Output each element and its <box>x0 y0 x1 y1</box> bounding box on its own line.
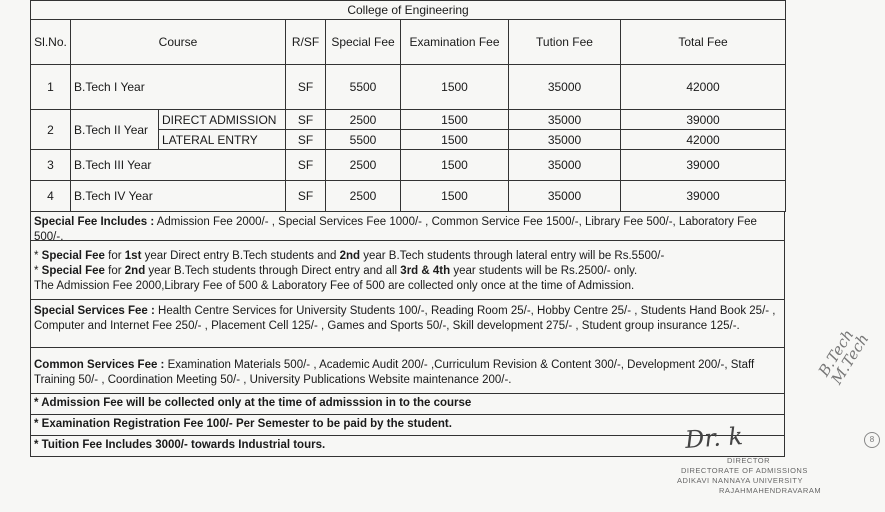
common-services-note <box>30 348 785 394</box>
row-course: B.Tech III Year <box>71 150 286 181</box>
text: 2nd <box>124 265 146 277</box>
text: year B.Tech students through Direct entry and all <box>145 265 401 277</box>
header-special-fee: Special Fee <box>326 20 401 65</box>
row-tution-fee: 35000 <box>509 110 621 130</box>
row-rsf: SF <box>286 181 326 212</box>
text: for <box>104 265 125 277</box>
row-total-fee: 39000 <box>621 150 786 181</box>
fee-table <box>30 0 786 212</box>
header-course: Course <box>71 20 286 65</box>
text: 1st <box>124 250 142 262</box>
text: year Direct entry B.Tech students and <box>141 250 340 262</box>
header-exam-fee: Examination Fee <box>401 20 509 65</box>
header-total-fee: Total Fee <box>621 20 786 65</box>
row-tution-fee: 35000 <box>509 150 621 181</box>
row-exam-fee: 1500 <box>401 150 509 181</box>
handwritten-margin-note: B.Tech M.Tech <box>814 326 873 388</box>
row-exam-fee: 1500 <box>401 130 509 150</box>
row-sl: 1 <box>31 65 71 110</box>
text: * <box>34 265 42 277</box>
header-rsf: R/SF <box>286 20 326 65</box>
header-tution-fee: Tution Fee <box>509 20 621 65</box>
text: * <box>34 250 42 262</box>
row-tution-fee: 35000 <box>509 65 621 110</box>
row-rsf: SF <box>286 130 326 150</box>
table-row <box>31 181 786 212</box>
row-exam-fee: 1500 <box>401 110 509 130</box>
exam-registration-note: * Examination Registration Fee 100/- Per Semester to be paid by the student. <box>30 415 785 436</box>
signature-scrawl: Dr. k <box>684 422 744 454</box>
row-sub-label: DIRECT ADMISSION <box>159 110 286 130</box>
text: year B.Tech students through lateral entry will be Rs.5500/- <box>360 250 665 262</box>
row-total-fee: 39000 <box>621 181 786 212</box>
header-sl-no: Sl.No. <box>31 20 71 65</box>
fee-document <box>30 0 785 457</box>
row-course: B.Tech I Year <box>71 65 286 110</box>
row-total-fee: 42000 <box>621 130 786 150</box>
stamp-line-1: DIRECTOR <box>727 456 771 465</box>
row-tution-fee: 35000 <box>509 130 621 150</box>
table-row <box>31 150 786 181</box>
row-special-fee: 5500 <box>326 130 401 150</box>
special-includes-text: Admission Fee 2000/- , Special Services Fee 1000/- , Common Service Fee 1500/-, Library Fee 500/-, Laboratory Fee 500/-. <box>34 216 757 243</box>
table-row <box>31 110 786 130</box>
special-includes-label: Special Fee Includes : <box>34 216 155 228</box>
lateral-line-1 <box>34 249 781 264</box>
row-exam-fee: 1500 <box>401 181 509 212</box>
row-special-fee: 2500 <box>326 150 401 181</box>
special-fee-includes-note <box>30 212 785 241</box>
tution-fee-note: * Tuition Fee Includes 3000/- towards Industrial tours. <box>30 436 785 457</box>
row-special-fee: 5500 <box>326 65 401 110</box>
text: year students will be Rs.2500/- only. <box>450 265 638 277</box>
table-row <box>31 65 786 110</box>
special-services-label: Special Services Fee : <box>34 305 155 317</box>
common-services-text: Examination Materials 500/- , Academic Audit 200/- ,Curriculum Revision & Content 300/-, Development 200/-, Staff Training 50/- , Coordination Meeting 50/- , University Publications Website maintenance 200/-. <box>34 359 755 386</box>
text: Special Fee <box>41 265 105 277</box>
circled-mark: 8 <box>864 432 880 448</box>
text: 3rd & 4th <box>400 265 451 277</box>
row-rsf: SF <box>286 65 326 110</box>
row-rsf: SF <box>286 110 326 130</box>
admission-fee-note: * Admission Fee will be collected only at the time of admisssion in to the course <box>30 394 785 415</box>
text: for <box>104 250 125 262</box>
stamp-line-4: RAJAHMAHENDRAVARAM <box>719 486 822 495</box>
row-sl: 4 <box>31 181 71 212</box>
text: Special Fee <box>41 250 105 262</box>
lateral-line-2 <box>34 264 781 279</box>
row-sub-label: LATERAL ENTRY <box>159 130 286 150</box>
row-sl: 3 <box>31 150 71 181</box>
director-signature-stamp <box>675 418 835 503</box>
row-total-fee: 39000 <box>621 110 786 130</box>
lateral-line-3: The Admission Fee 2000,Library Fee of 500 & Laboratory Fee of 500 are collected only once at the time of Admission. <box>34 280 635 292</box>
row-course: B.Tech II Year <box>71 110 159 150</box>
row-total-fee: 42000 <box>621 65 786 110</box>
common-services-label: Common Services Fee : <box>34 359 165 371</box>
special-services-note <box>30 300 785 348</box>
row-special-fee: 2500 <box>326 110 401 130</box>
stamp-line-3: ADIKAVI NANNAYA UNIVERSITY <box>677 476 803 485</box>
row-course: B.Tech IV Year <box>71 181 286 212</box>
special-services-text: Health Centre Services for University Students 100/-, Reading Room 25/-, Hobby Centre 25/- , Students Hand Book 25/- , Computer and Internet Fee 250/- , Placement Cell 125/- , Games and Sports 50/-, Skill development 275/- , Student group insurance 125/-. <box>34 305 776 332</box>
row-exam-fee: 1500 <box>401 65 509 110</box>
stamp-line-2: DIRECTORATE OF ADMISSIONS <box>681 466 808 475</box>
special-fee-conditions-note <box>30 241 785 300</box>
text: 2nd <box>339 250 361 262</box>
row-special-fee: 2500 <box>326 181 401 212</box>
college-title: College of Engineering <box>31 1 786 20</box>
row-tution-fee: 35000 <box>509 181 621 212</box>
row-rsf: SF <box>286 150 326 181</box>
row-sl: 2 <box>31 110 71 150</box>
